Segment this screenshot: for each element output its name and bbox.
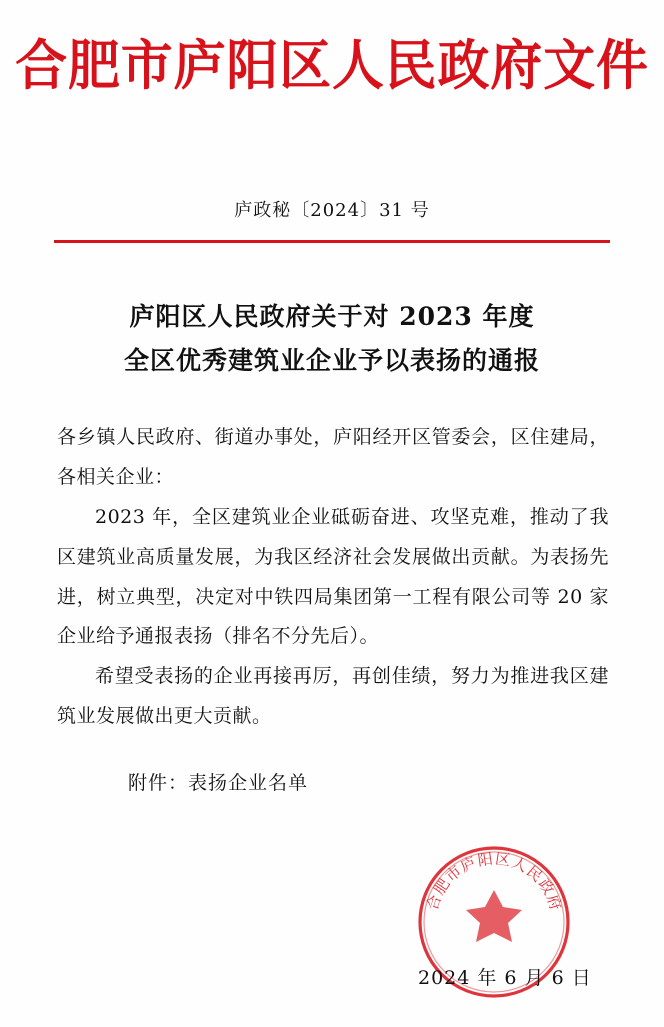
masthead bbox=[0, 34, 664, 96]
body-paragraph-salutation: 各乡镇人民政府、街道办事处，庐阳经开区管委会，区住建局，各相关企业： bbox=[57, 426, 609, 488]
body-paragraph-main: 2023 年，全区建筑业企业砥砺奋进、攻坚克难，推动了我区建筑业高质量发展，为我区经济社会发展做出贡献。为表扬先进，树立典型，决定对中铁四局集团第一工程有限公司等 20 家企业给予通报表扬（排名不分先后）。 bbox=[57, 505, 609, 648]
document-title bbox=[60, 295, 604, 383]
svg-text:合: 合 bbox=[423, 892, 445, 913]
document-title-line-2: 全区优秀建筑业企业予以表扬的通报 bbox=[123, 345, 540, 375]
svg-text:市: 市 bbox=[441, 862, 466, 886]
masthead-title: 合肥市庐阳区人民政府文件 bbox=[15, 33, 649, 97]
body-paragraph-closing: 希望受表扬的企业再接再厉，再创佳绩，努力为推进我区建筑业发展做出更大贡献。 bbox=[57, 665, 609, 728]
document-date: 2024 年 6 月 6 日 bbox=[418, 967, 592, 989]
svg-text:人: 人 bbox=[509, 853, 531, 876]
svg-text:民: 民 bbox=[522, 862, 547, 886]
svg-text:府: 府 bbox=[543, 892, 565, 913]
document-title-line-1: 庐阳区人民政府关于对 2023 年度 bbox=[129, 302, 535, 331]
svg-text:庐: 庐 bbox=[457, 853, 479, 876]
svg-text:政: 政 bbox=[534, 875, 558, 899]
document-number: 庐政秘〔2024〕31 号 bbox=[234, 200, 430, 221]
attachment-note: 附件：表扬企业名单 bbox=[128, 772, 309, 794]
svg-text:区: 区 bbox=[494, 849, 512, 870]
svg-text:阳: 阳 bbox=[476, 849, 494, 870]
svg-text:肥: 肥 bbox=[430, 875, 454, 899]
document-body bbox=[57, 418, 609, 737]
red-horizontal-rule bbox=[54, 240, 610, 243]
